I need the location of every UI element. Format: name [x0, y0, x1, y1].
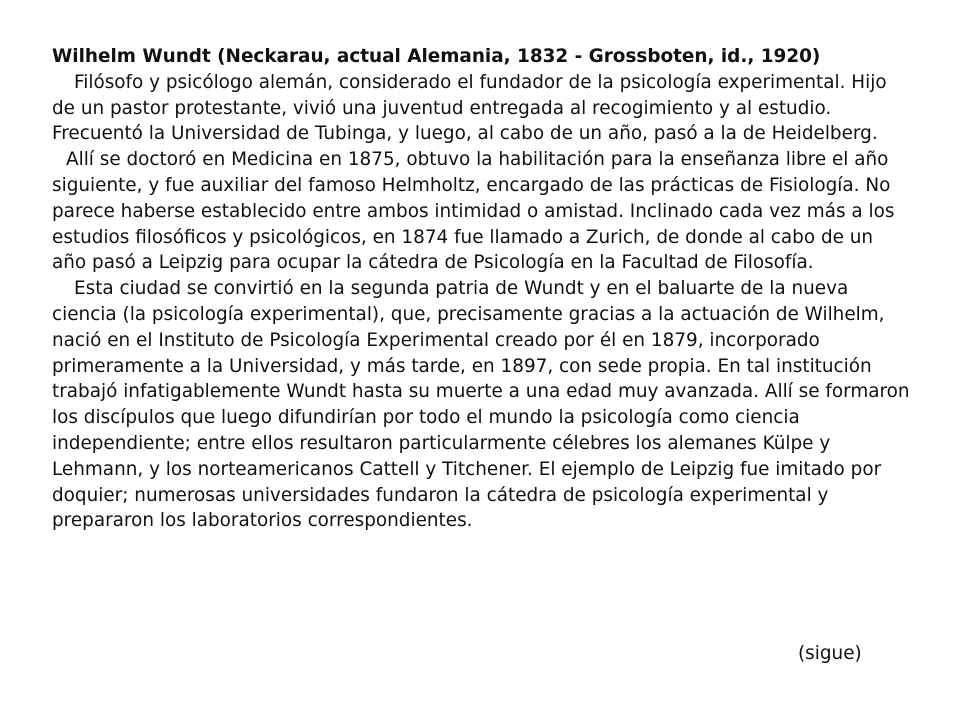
paragraph-1: Filósofo y psicólogo alemán, considerado el fundador de la psicología experimental. Hijo de un pastor protestante, vivió una juventud entregada al recogimiento y al estudio. Frecuentó la Universidad de Tubinga, y luego, al cabo de un año, pasó a la de Heidelberg. — [52, 71, 887, 145]
paragraph-3: Esta ciudad se convirtió en la segunda patria de Wundt y en el baluarte de la nueva ciencia (la psicología experimental), que, precisamente gracias a la actuación de Wilhelm, nació en el Instituto de Psicología Experimental creado por él en 1879, incorporado primeramente a la Universidad, y más tarde, en 1897, con sede propia. En tal institución trabajó infatigablemente Wundt hasta su muerte a una edad muy avanzada. Allí se formaron los discípulos que luego difundirían por todo el mundo la psicología como ciencia independiente; entre ellos resultaron particularmente célebres los alemanes Külpe y Lehmann, y los norteamericanos Cattell y Titchener. El ejemplo de Leipzig fue imitado por doquier; numerosas universidades fundaron la cátedra de psicología experimental y prepararon los laboratorios correspondientes. — [52, 278, 910, 532]
paragraph-2: Allí se doctoró en Medicina en 1875, obtuvo la habilitación para la enseñanza libre el año siguiente, y fue auxiliar del famoso Helmholtz, encargado de las prácticas de Fisiología. No parece haberse establecido entre ambos intimidad o amistad. Inclinado cada vez más a los estudios filosóficos y psicológicos, en 1874 fue llamado a Zurich, de donde al cabo de un año pasó a Leipzig para ocupar la cátedra de Psicología en la Facultad de Filosofía. — [52, 149, 895, 274]
biography-title: Wilhelm Wundt (Neckarau, actual Alemania, 1832 - Grossboten, id., 1920) — [52, 46, 821, 67]
continued-label: (sigue) — [798, 643, 862, 664]
biography-text — [52, 44, 912, 534]
